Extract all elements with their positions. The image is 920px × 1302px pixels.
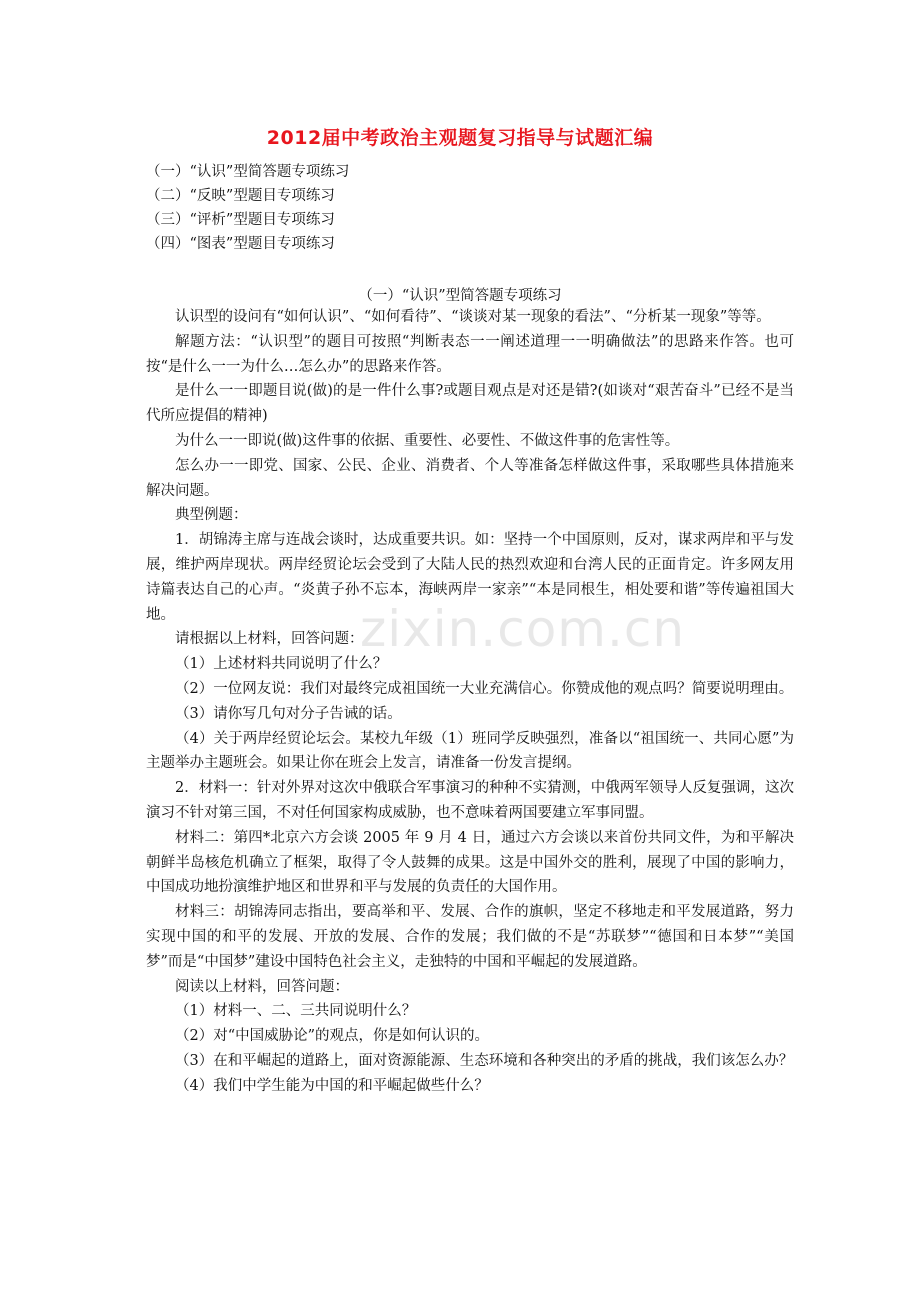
toc-item: （一）“认识”型简答题专项练习 (146, 164, 350, 180)
paragraph: 认识型的设问有“如何认识”、“如何看待”、“谈谈对某一现象的看法”、“分析某一现象”等等。 (175, 309, 771, 325)
paragraph: 材料三：胡锦涛同志指出，要高举和平、发展、合作的旗帜，坚定不移地走和平发展道路，努力实现中国的和平的发展、开放的发展、合作的发展；我们做的不是“苏联梦”“德国和日本梦”“美国梦”而是“中国梦”建设中国特色社会主义，走独特的中国和平崛起的发展道路。 (146, 904, 794, 970)
table-of-contents (146, 160, 349, 256)
question-item: （1）材料一、二、三共同说明什么？ (175, 1003, 417, 1020)
toc-item: （四）“图表”型题目专项练习 (146, 236, 335, 252)
document-body (146, 305, 794, 1099)
document-title: 2012届中考政治主观题复习指导与试题汇编 (266, 127, 654, 149)
paragraph: 为什么一一即说(做)这件事的依据、重要性、必要性、不做这件事的危害性等。 (175, 432, 680, 449)
paragraph: 是什么一一即题目说(做)的是一件什么事?或题目观点是对还是错?(如谈对“艰苦奋斗”已经不是当代所应提倡的精神) (146, 383, 794, 425)
question-item: （3）请你写几句对分子告诫的话。 (175, 705, 402, 722)
question-item: （4）我们中学生能为中国的和平崛起做些什么？ (175, 1077, 489, 1094)
section-heading: （一）“认识”型简答题专项练习 (358, 288, 562, 304)
paragraph: 材料二：第四*北京六方会谈 2005 年 9 月 4 日，通过六方会谈以来首份共同文件，为和平解决朝鲜半岛核危机确立了框架，取得了令人鼓舞的成果。这是中国外交的胜利，展现了中国的影响力，中国成功地扮演维护地区和世界和平与发展的负责任的大国作用。 (146, 829, 794, 896)
question-item: （4）关于两岸经贸论坛会。某校九年级（1）班同学反映强烈，准备以“祖国统一、共同心愿”为主题举办主题班会。如果让你在班会上发言，请准备一份发言提纲。 (146, 730, 794, 772)
watermark: zixin.com.cn (360, 600, 686, 658)
question-item: （2）一位网友说：我们对最终完成祖国统一大业充满信心。你赞成他的观点吗？简要说明理由。 (175, 680, 794, 697)
toc-item: （二）“反映”型题目专项练习 (146, 188, 335, 204)
question-item: （2）对“中国威胁论”的观点，你是如何认识的。 (175, 1028, 490, 1045)
paragraph: 2．材料一：针对外界对这次中俄联合军事演习的种种不实猜测，中俄两军领导人反复强调，这次演习不针对第三国，不对任何国家构成威胁，也不意味着两国要建立军事同盟。 (146, 780, 794, 821)
paragraph: 阅读以上材料，回答问题： (175, 978, 349, 995)
paragraph: 1．胡锦涛主席与连战会谈时，达成重要共识。如：坚持一个中国原则，反对，谋求两岸和平与发展，维护两岸现状。两岸经贸论坛会受到了大陆人民的热烈欢迎和台湾人民的正面肯定。许多网友用诗篇表达自己的心声。“炎黄子孙不忘本，海峡两岸一家亲”“本是同根生，相处要和谐”等传遍祖国大地。 (146, 532, 794, 623)
question-item: （1）上述材料共同说明了什么？ (175, 656, 388, 673)
paragraph: 怎么办一一即党、国家、公民、企业、消费者、个人等准备怎样做这件事，采取哪些具体措施来解决问题。 (146, 457, 794, 499)
paragraph: 解题方法：“认识型”的题目可按照“判断表态一一阐述道理一一明确做法”的思路来作答。也可按“是什么一一为什么…怎么办”的思路来作答。 (146, 333, 794, 375)
paragraph: 典型例题： (175, 507, 248, 524)
question-item: （3）在和平崛起的道路上，面对资源能源、生态环境和各种突出的矛盾的挑战，我们该怎么办？ (175, 1052, 794, 1069)
toc-item: （三）“评析”型题目专项练习 (146, 212, 335, 228)
paragraph: 请根据以上材料，回答问题： (175, 631, 364, 648)
